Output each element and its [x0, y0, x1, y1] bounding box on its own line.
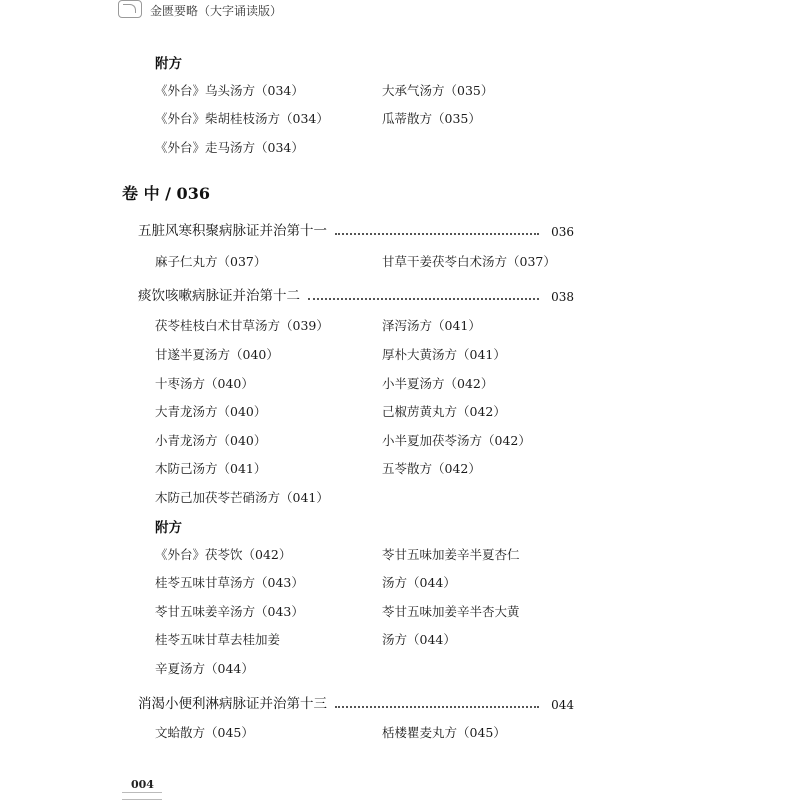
toc-entry[interactable]: 泽泻汤方（041）	[382, 318, 481, 333]
toc-entry[interactable]: 十枣汤方（040）	[155, 376, 254, 391]
toc-entry[interactable]: 甘草干姜茯苓白术汤方（037）	[382, 254, 556, 269]
toc-entry[interactable]: 辛夏汤方（044）	[155, 661, 254, 676]
toc-entry[interactable]: 栝楼瞿麦丸方（045）	[382, 725, 506, 740]
toc-entry[interactable]: 小半夏加茯苓汤方（042）	[382, 433, 531, 448]
toc-entry[interactable]: 己椒苈黄丸方（042）	[382, 404, 506, 419]
toc-entry[interactable]: 大青龙汤方（040）	[155, 404, 267, 419]
toc-entry[interactable]: 苓甘五味姜辛汤方（043）	[155, 604, 304, 619]
chapter-entry[interactable]	[138, 694, 574, 712]
toc-entry[interactable]: 木防己加茯苓芒硝汤方（041）	[155, 490, 329, 505]
chapter-page-number: 038	[551, 290, 574, 304]
chapter-title: 五脏风寒积聚病脉证并治第十一	[138, 223, 327, 239]
chapter-entry[interactable]	[138, 221, 574, 239]
toc-entry[interactable]: 苓甘五味加姜辛半杏大黄	[382, 604, 520, 619]
dot-leader	[335, 233, 539, 235]
toc-entry[interactable]: 瓜蒂散方（035）	[382, 111, 481, 126]
book-logo-icon	[118, 0, 142, 18]
toc-entry[interactable]: 《外台》走马汤方（034）	[155, 140, 304, 155]
footer-ornament	[122, 792, 162, 800]
volume-heading[interactable]: 卷 中 / 036	[122, 184, 210, 203]
toc-entry[interactable]: 小青龙汤方（040）	[155, 433, 267, 448]
toc-entry[interactable]: 大承气汤方（035）	[382, 83, 494, 98]
chapter-entry[interactable]	[138, 286, 574, 304]
appendix-heading: 附方	[155, 520, 182, 536]
running-header	[118, 0, 800, 20]
appendix-heading: 附方	[155, 56, 182, 72]
chapter-page-number: 036	[551, 225, 574, 239]
toc-entry[interactable]: 汤方（044）	[382, 575, 456, 590]
toc-entry[interactable]: 《外台》茯苓饮（042）	[155, 547, 292, 562]
toc-entry[interactable]: 桂苓五味甘草去桂加姜	[155, 632, 281, 647]
book-title: 金匮要略（大字诵读版）	[150, 3, 283, 18]
chapter-title: 痰饮咳嗽病脉证并治第十二	[138, 288, 300, 304]
page-number: 004	[131, 778, 154, 791]
toc-entry[interactable]: 五苓散方（042）	[382, 461, 481, 476]
toc-entry[interactable]: 《外台》柴胡桂枝汤方（034）	[155, 111, 329, 126]
toc-entry[interactable]: 桂苓五味甘草汤方（043）	[155, 575, 304, 590]
dot-leader	[335, 706, 539, 708]
toc-entry[interactable]: 苓甘五味加姜辛半夏杏仁	[382, 547, 520, 562]
chapter-page-number: 044	[551, 698, 574, 712]
toc-entry[interactable]: 麻子仁丸方（037）	[155, 254, 267, 269]
toc-entry[interactable]: 汤方（044）	[382, 632, 456, 647]
toc-entry[interactable]: 小半夏汤方（042）	[382, 376, 494, 391]
chapter-title: 消渴小便利淋病脉证并治第十三	[138, 696, 327, 712]
toc-entry[interactable]: 茯苓桂枝白术甘草汤方（039）	[155, 318, 329, 333]
dot-leader	[308, 298, 539, 300]
toc-entry[interactable]: 厚朴大黄汤方（041）	[382, 347, 506, 362]
toc-entry[interactable]: 《外台》乌头汤方（034）	[155, 83, 304, 98]
toc-entry[interactable]: 甘遂半夏汤方（040）	[155, 347, 279, 362]
toc-entry[interactable]: 文蛤散方（045）	[155, 725, 254, 740]
toc-entry[interactable]: 木防己汤方（041）	[155, 461, 267, 476]
